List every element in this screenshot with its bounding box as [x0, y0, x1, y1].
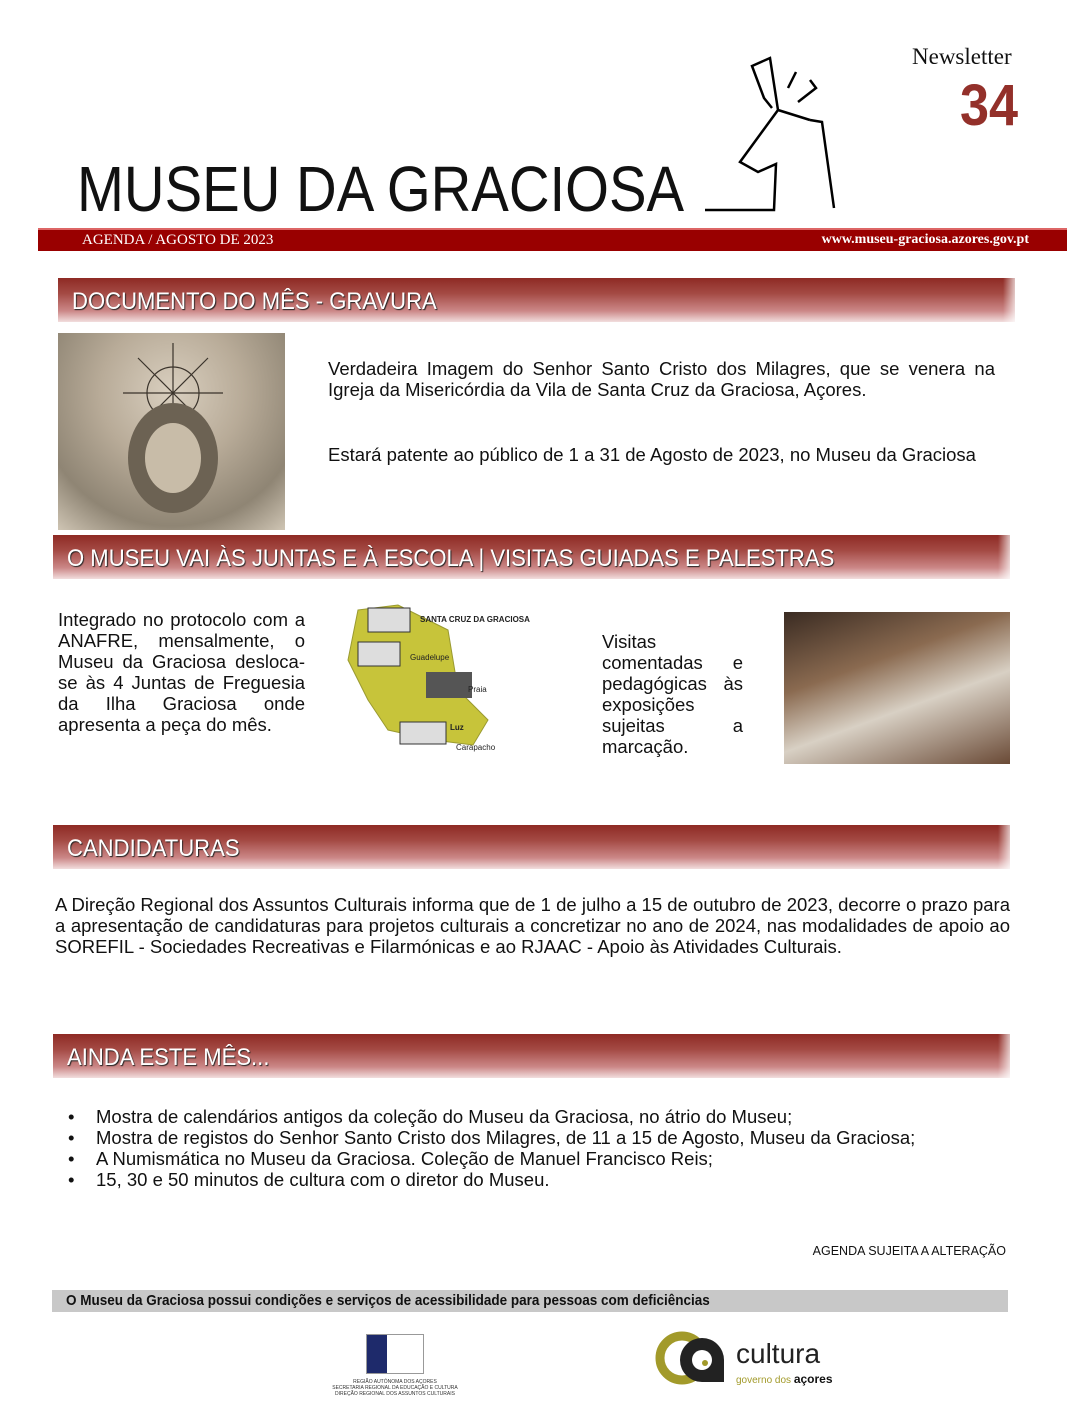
header-bar — [38, 228, 1067, 251]
cultura-sub: governo dos açores — [736, 1372, 833, 1386]
graciosa-map — [338, 600, 530, 755]
candidaturas-text: A Direção Regional dos Assuntos Culturais informa que de 1 de julho a 15 de outubro de 2023, decorre o prazo para a apresentação de candidaturas para projetos culturais a concretizar no ano de 2024, nas modalidades de apoio ao SOREFIL - Sociedades Recreativas e Filarmónicas e ao RJAAC - Apoio às Atividades Culturais. — [55, 894, 1010, 957]
engraving-image — [58, 333, 285, 530]
juntas-text: Integrado no protocolo com a ANAFRE, mensalmente, o Museu da Graciosa desloca-se às 4 Juntas de Freguesia da Ilha Graciosa onde apresenta a peça do mês. — [58, 609, 305, 735]
agenda-date: AGENDA / AGOSTO DE 2023 — [82, 232, 274, 248]
section-title: O MUSEU VAI ÀS JUNTAS E À ESCOLA | VISITAS GUIADAS E PALESTRAS — [67, 545, 835, 572]
events-list — [56, 1106, 998, 1190]
windmill-logo-icon — [700, 58, 860, 218]
visitas-text: Visitas comentadas e pedagógicas às exposições sujeitas a marcação. — [602, 631, 743, 757]
cultura-logo-icon — [656, 1330, 736, 1390]
museum-interior-photo — [784, 612, 1010, 764]
section-title: AINDA ESTE MÊS... — [67, 1044, 270, 1071]
azores-flag-icon — [366, 1334, 424, 1374]
documento-dates: Estará patente ao público de 1 a 31 de Agosto de 2023, no Museu da Graciosa — [328, 444, 976, 465]
list-item: • A Numismática no Museu da Graciosa. Coleção de Manuel Francisco Reis; — [56, 1148, 998, 1169]
map-label: Carapacho — [456, 743, 496, 752]
gov-logo-text: REGIÃO AUTÓNOMA DOS AÇORES SECRETARIA REGIONAL DA EDUCAÇÃO E CULTURA DIREÇÃO REGIONAL DOS ASSUNTOS CULTURAIS — [332, 1379, 458, 1397]
section-header-ainda — [53, 1034, 1010, 1078]
page-title: MUSEU DA GRACIOSA — [77, 153, 685, 225]
website-link[interactable]: www.museu-graciosa.azores.gov.pt — [821, 232, 1029, 247]
cultura-logo — [656, 1330, 846, 1390]
section-title: DOCUMENTO DO MÊS - GRAVURA — [72, 288, 437, 315]
azores-gov-logo — [320, 1334, 470, 1397]
accessibility-text: O Museu da Graciosa possui condições e serviços de acessibilidade para pessoas com deficiências — [66, 1292, 710, 1309]
documento-description: Verdadeira Imagem do Senhor Santo Cristo dos Milagres, que se venera na Igreja da Misericórdia da Vila de Santa Cruz da Graciosa, Açores. — [328, 358, 995, 400]
list-item: • Mostra de registos do Senhor Santo Cristo dos Milagres, de 11 a 15 de Agosto, Museu da Graciosa; — [56, 1127, 998, 1148]
map-label: Guadelupe — [410, 653, 450, 662]
section-header-candidaturas — [53, 825, 1010, 869]
cultura-word: cultura — [736, 1338, 821, 1369]
newsletter-label: Newsletter — [912, 44, 1012, 69]
list-item: • Mostra de calendários antigos da coleção do Museu da Graciosa, no átrio do Museu; — [56, 1106, 998, 1127]
section-header-juntas — [53, 535, 1010, 579]
agenda-disclaimer: AGENDA SUJEITA A ALTERAÇÃO — [812, 1244, 1006, 1258]
section-title: CANDIDATURAS — [67, 835, 240, 862]
accessibility-banner — [52, 1290, 1008, 1312]
map-label: Luz — [450, 723, 464, 732]
map-label: Praia — [468, 685, 487, 694]
section-header-documento — [58, 278, 1015, 322]
issue-number: 34 — [960, 73, 1019, 138]
map-label: SANTA CRUZ DA GRACIOSA — [420, 615, 530, 624]
list-item: • 15, 30 e 50 minutos de cultura com o diretor do Museu. — [56, 1169, 998, 1190]
